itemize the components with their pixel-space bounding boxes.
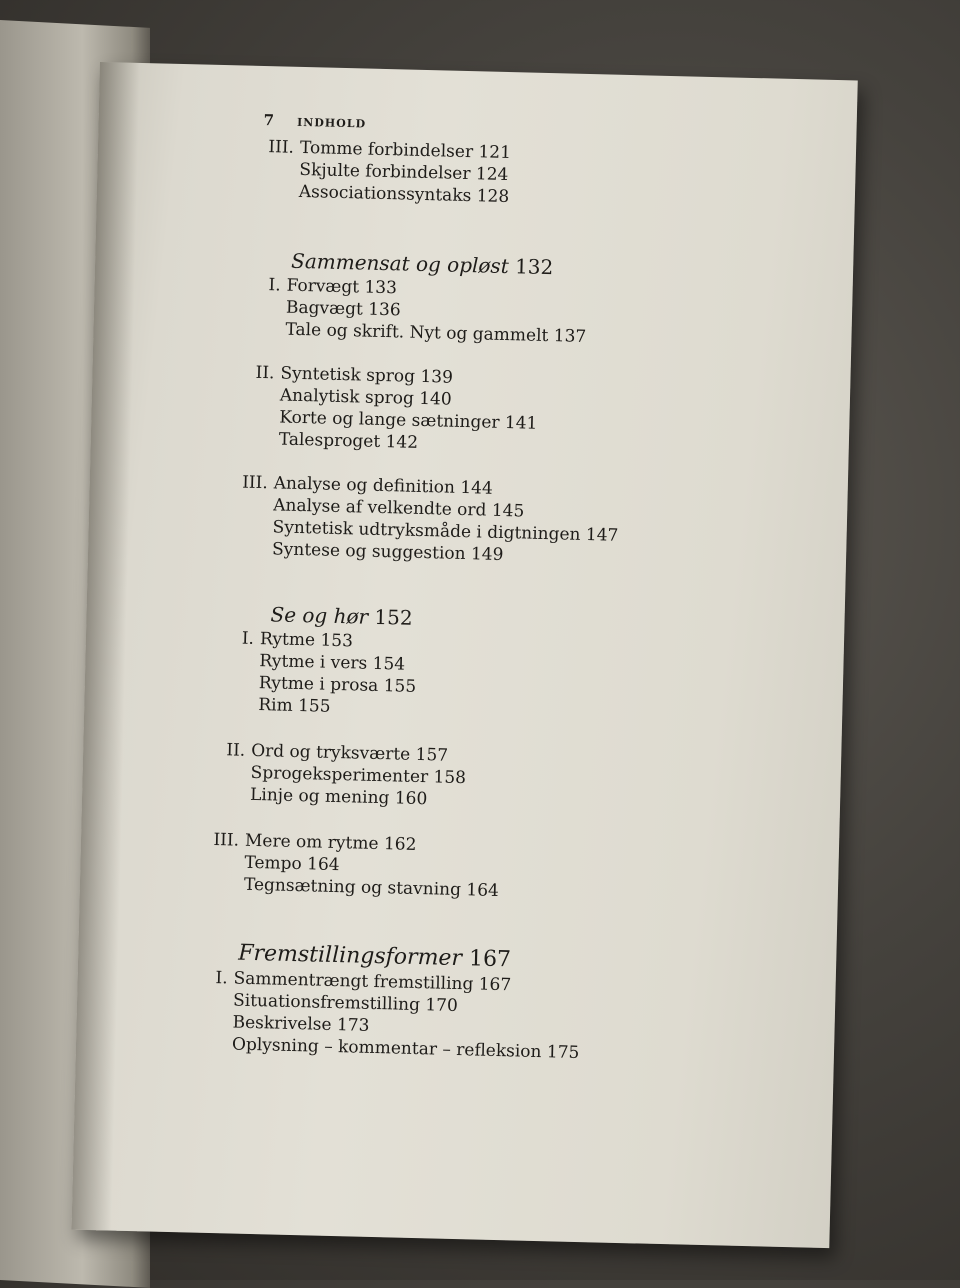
toc-entry: Linje og mening 160 (249, 784, 428, 810)
toc-entry: Tempo 164 (244, 852, 340, 876)
toc-entry: Analytisk sprog 140 (279, 385, 452, 410)
toc-entry: I. Rytme 153 (241, 628, 354, 652)
toc-entry: Tegnsætning og stavning 164 (243, 874, 500, 901)
toc-entry: Korte og lange sætninger 141 (279, 407, 538, 434)
section-title: Fremstillingsformer 167 (237, 940, 512, 973)
toc-entry: Associationssyntaks 128 (298, 181, 510, 208)
table-of-contents (213, 136, 628, 1065)
toc-entry: Rytme i vers 154 (259, 651, 406, 675)
toc-entry: Bagvægt 136 (285, 297, 401, 321)
roman-numeral: III. (268, 137, 295, 158)
toc-group (255, 362, 623, 459)
toc-entry: Rytme i prosa 155 (258, 673, 417, 697)
toc-entry: Talesproget 142 (278, 429, 419, 453)
toc-group (241, 628, 616, 725)
toc-entry: I. Forvægt 133 (268, 275, 398, 299)
toc-group (241, 472, 620, 568)
toc-entry: II. Syntetisk sprog 139 (255, 362, 454, 388)
toc-group (268, 137, 628, 211)
running-head: INDHOLD (296, 115, 367, 131)
page-header (263, 110, 366, 131)
toc-entry: I. Sammentrængt fremstilling 167 (215, 968, 512, 996)
toc-entry: Skjulte forbindelser 124 (299, 159, 509, 186)
toc-group (213, 830, 611, 905)
toc-entry: Oplysning – kommentar – refleksion 175 (231, 1034, 580, 1064)
toc-entry: Tale og skrift. Nyt og gammelt 137 (285, 319, 587, 347)
toc-group (226, 740, 613, 815)
toc-group (215, 968, 608, 1065)
section-title: Sammensat og opløst 132 (290, 248, 554, 280)
toc-entry: II. Ord og tryksværte 157 (226, 740, 449, 766)
toc-entry: III. Mere om rytme 162 (213, 830, 417, 855)
section-title: Se og hør 152 (270, 602, 413, 630)
book-page (71, 62, 857, 1248)
toc-entry: Analyse af velkendte ord 145 (272, 495, 525, 522)
toc-entry: Beskrivelse 173 (232, 1012, 370, 1036)
toc-entry: Syntese og suggestion 149 (271, 539, 504, 566)
toc-entry: Situationsfremstilling 170 (232, 990, 459, 1017)
toc-group (268, 275, 624, 349)
page-number: 7 (263, 111, 275, 130)
toc-entry: Rim 155 (258, 695, 331, 717)
toc-entry: Sprogeksperimenter 158 (250, 762, 467, 789)
toc-entry: III. Analyse og definition 144 (241, 472, 494, 499)
toc-entry: III. Tomme forbindelser 121 (300, 137, 628, 167)
toc-entry: Syntetisk udtryksmåde i digtningen 147 (272, 517, 619, 546)
